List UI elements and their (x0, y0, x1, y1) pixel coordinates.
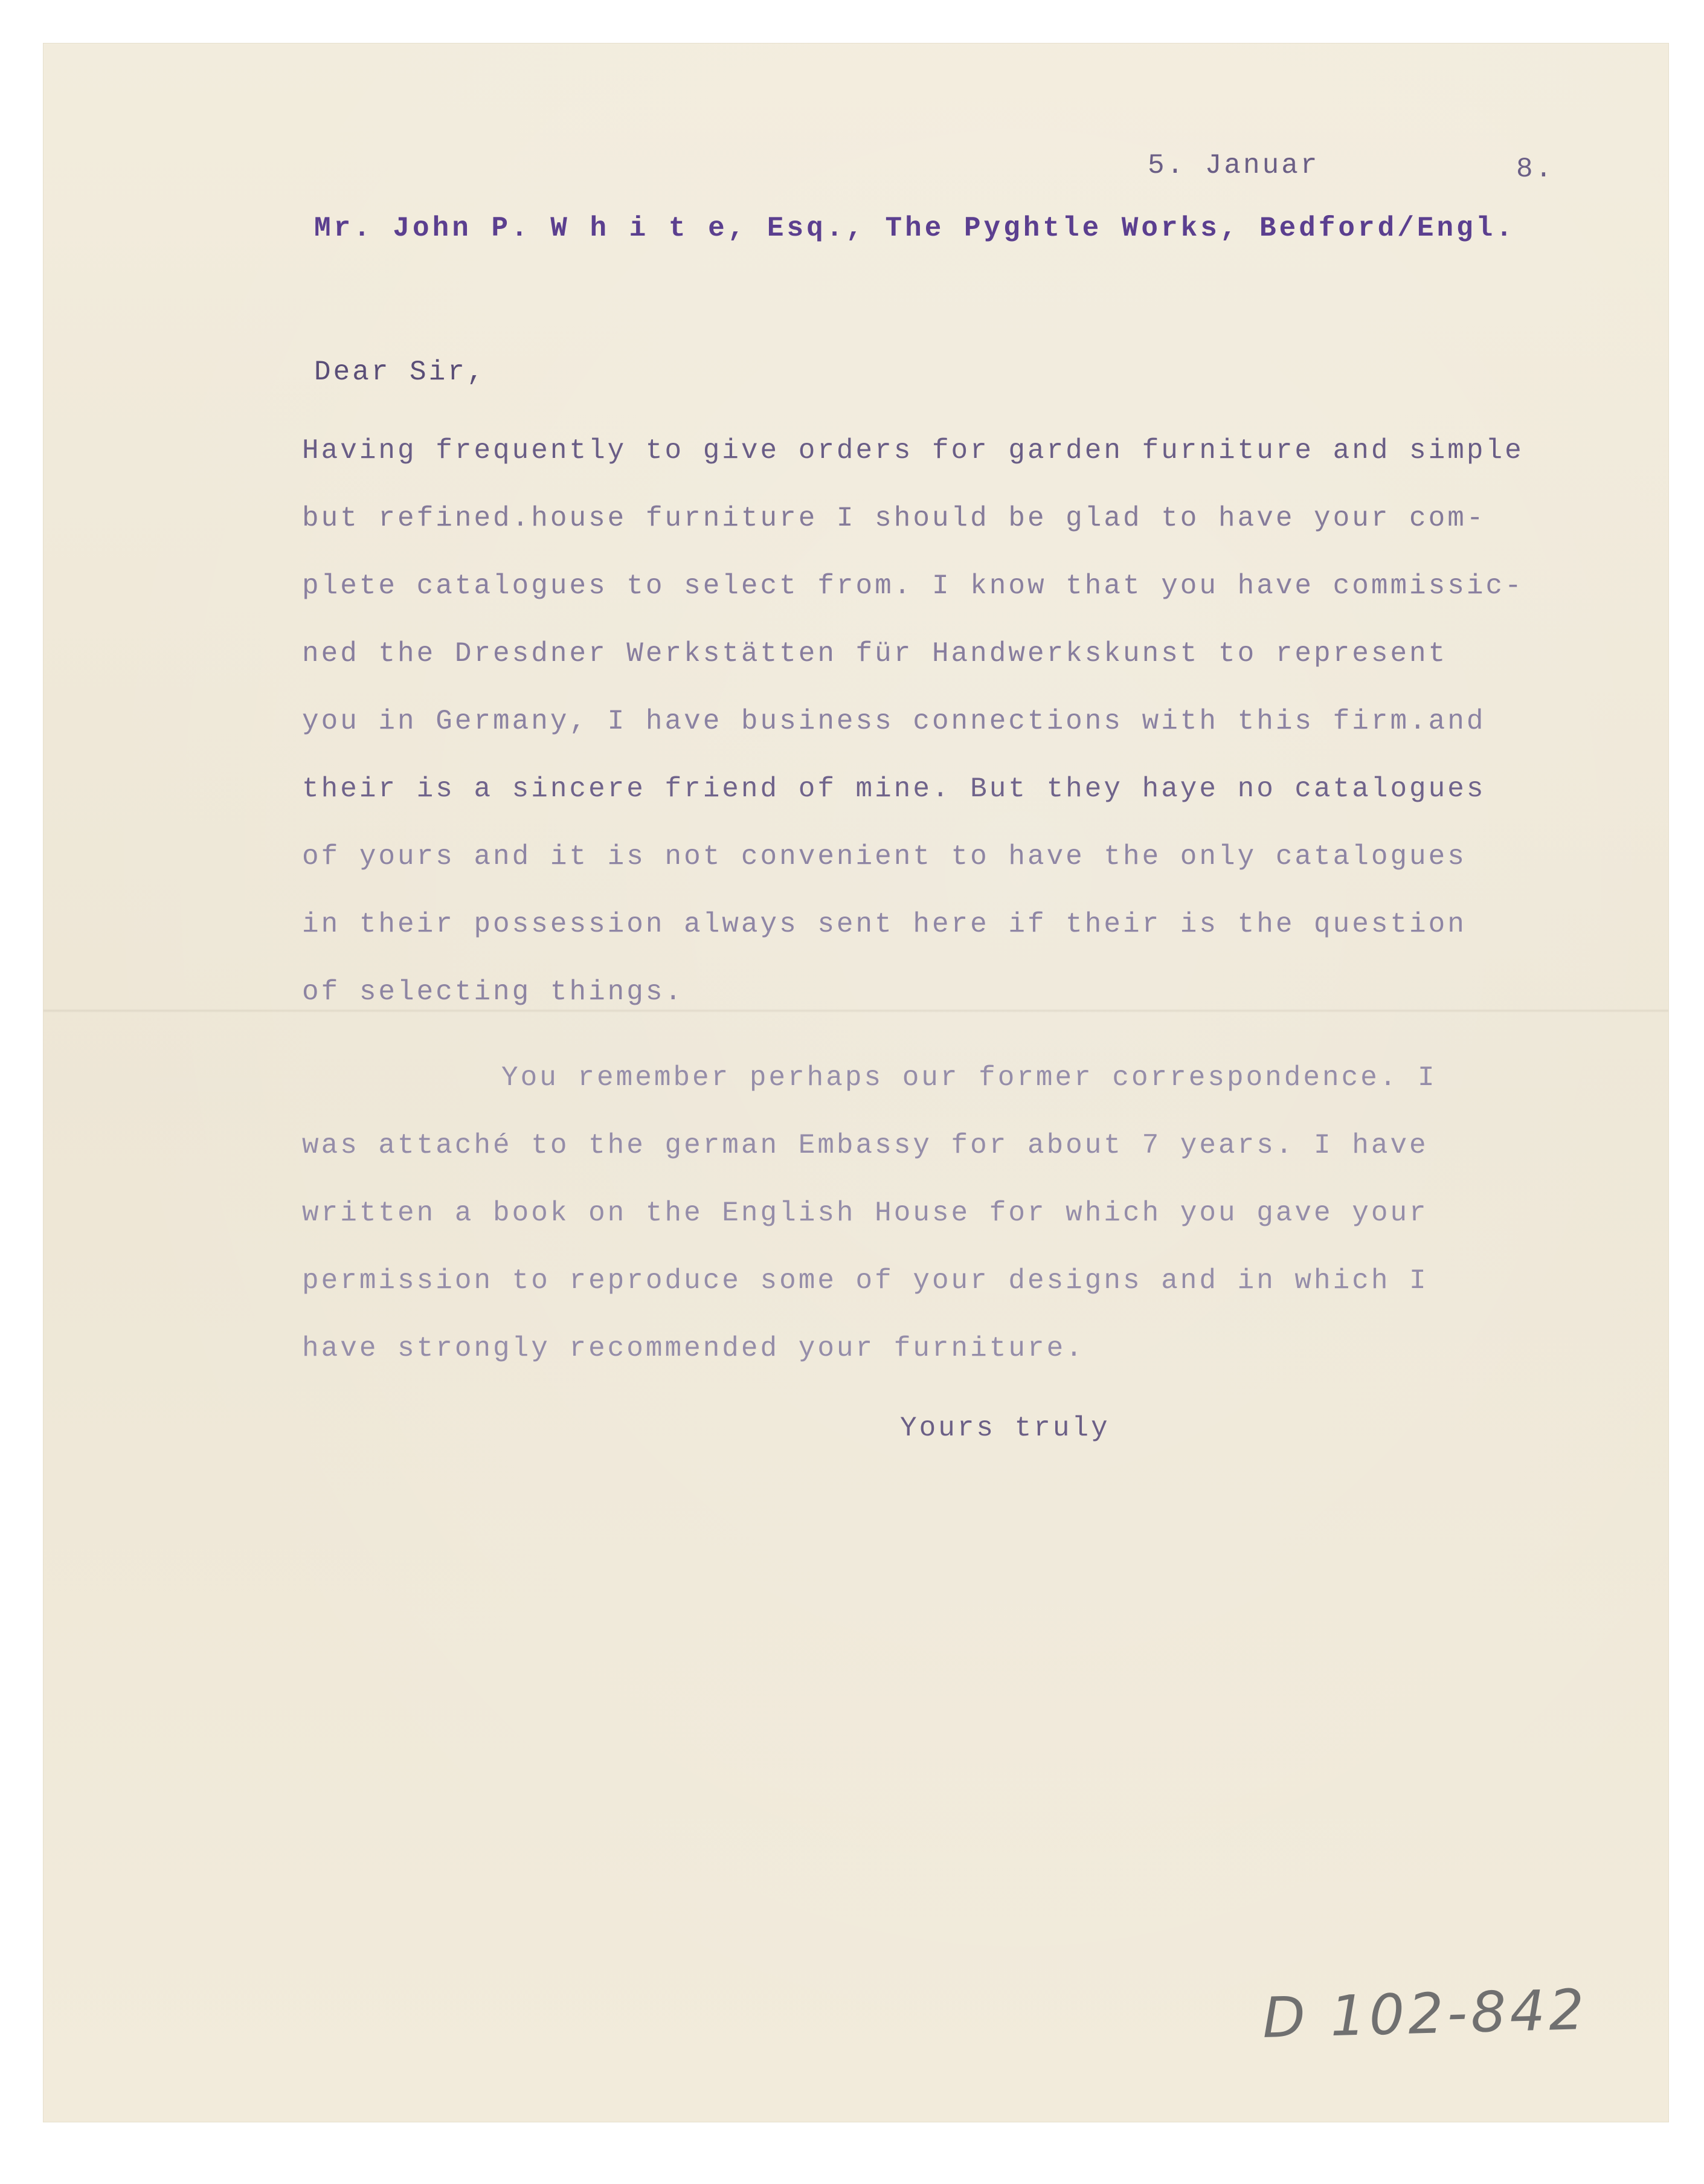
recipient-address: Mr. John P. W h i t e, Esq., The Pyghtle Works, Bedford/Engl. (314, 213, 1516, 244)
body-line: permission to reproduce some of your designs and in which I (302, 1265, 1429, 1297)
letter-body (302, 417, 1643, 1382)
body-line: was attaché to the german Embassy for about 7 years. I have (302, 1130, 1429, 1161)
paragraph-1 (302, 417, 1643, 1026)
body-line: written a book on the English House for which you gave your (302, 1197, 1429, 1229)
letter-date: 5. Januar (1148, 150, 1320, 181)
body-line: in their possession always sent here if their is the question (302, 909, 1467, 940)
body-line: but refined.house furniture I should be glad to have your com- (302, 503, 1486, 534)
page-number: 8. (1516, 153, 1555, 185)
body-line: of selecting things. (302, 976, 684, 1008)
body-line: have strongly recommended your furniture. (302, 1333, 1085, 1364)
closing: Yours truly (900, 1413, 1110, 1444)
body-line: Having frequently to give orders for garden furniture and simple (302, 435, 1524, 466)
body-line: plete catalogues to select from. I know that you have commissic- (302, 570, 1524, 602)
paragraph-2 (302, 1044, 1643, 1382)
handwritten-archive-number: D 102-842 (1261, 1977, 1589, 2051)
body-line: ned the Dresdner Werkstätten für Handwerkskunst to represent (302, 638, 1448, 669)
body-line: their is a sincere friend of mine. But they haye no catalogues (302, 773, 1486, 805)
body-line: you in Germany, I have business connections with this firm.and (302, 706, 1486, 737)
salutation: Dear Sir, (314, 356, 486, 388)
body-line: of yours and it is not convenient to have the only catalogues (302, 841, 1467, 872)
body-line: You remember perhaps our former correspondence. I (501, 1062, 1437, 1094)
